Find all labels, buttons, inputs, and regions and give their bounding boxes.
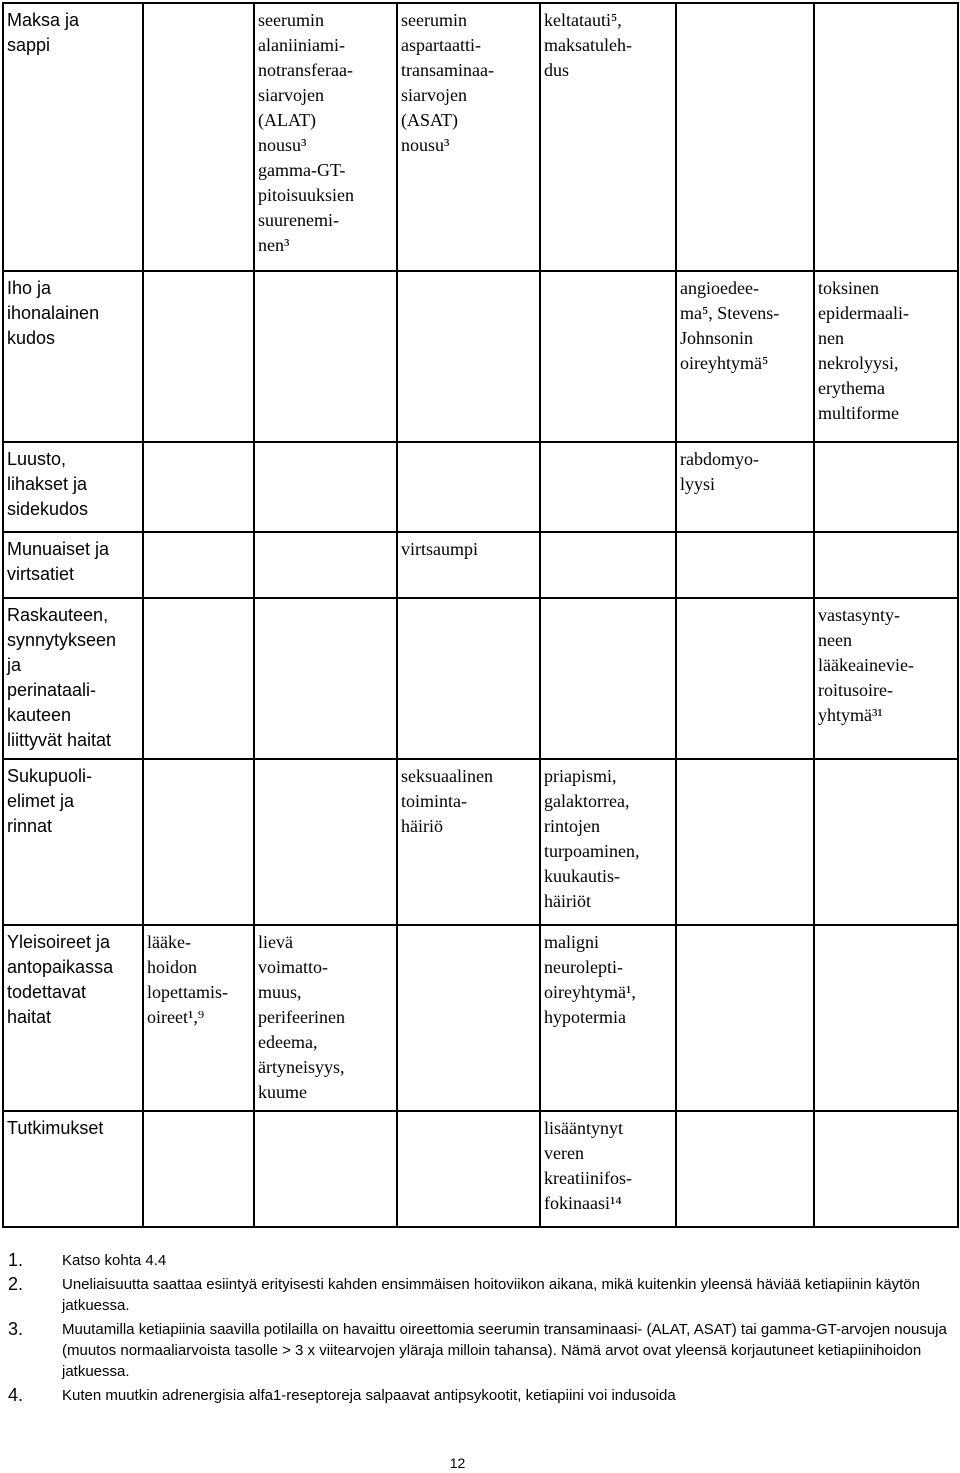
row-header: Yleisoireet ja antopaikassa todettavat haitat bbox=[3, 925, 143, 1111]
footnote bbox=[8, 1385, 948, 1406]
table-cell bbox=[397, 925, 540, 1111]
table-cell: seksuaalinen toiminta- häiriö bbox=[397, 759, 540, 925]
table-row bbox=[3, 442, 958, 532]
footnote-number: 2. bbox=[8, 1274, 24, 1294]
table-cell bbox=[540, 532, 676, 598]
table-cell: rabdomyo- lyysi bbox=[676, 442, 814, 532]
row-header: Luusto, lihakset ja sidekudos bbox=[3, 442, 143, 532]
table-cell bbox=[814, 925, 958, 1111]
footnote-number: 1. bbox=[8, 1250, 24, 1270]
table-cell bbox=[676, 3, 814, 271]
table-row bbox=[3, 759, 958, 925]
table-cell bbox=[676, 759, 814, 925]
table-cell bbox=[254, 598, 397, 759]
row-header: Iho ja ihonalainen kudos bbox=[3, 271, 143, 442]
row-header: Tutkimukset bbox=[3, 1111, 143, 1227]
table-cell: keltatauti⁵, maksatuleh- dus bbox=[540, 3, 676, 271]
table-cell: lisääntynyt veren kreatiinifos- fokinaasi¹⁴ bbox=[540, 1111, 676, 1227]
adverse-reactions-table bbox=[2, 2, 959, 1228]
footnote bbox=[8, 1319, 948, 1382]
table-cell bbox=[814, 1111, 958, 1227]
table-cell bbox=[143, 598, 254, 759]
table-cell bbox=[814, 532, 958, 598]
table-cell: toksinen epidermaali- nen nekrolyysi, erythema multiforme bbox=[814, 271, 958, 442]
footnote-number: 3. bbox=[8, 1319, 24, 1339]
table-cell: lievä voimatto- muus, perifeerinen edeema, ärtyneisyys, kuume bbox=[254, 925, 397, 1111]
table-cell bbox=[397, 1111, 540, 1227]
table-cell: lääke- hoidon lopettamis- oireet¹,⁹ bbox=[143, 925, 254, 1111]
table-cell: seerumin alaniiniami- notransferaa- siarvojen (ALAT) nousu³ gamma-GT- pitoisuuksien suurenemi- nen³ bbox=[254, 3, 397, 271]
table-cell bbox=[397, 442, 540, 532]
table-row bbox=[3, 532, 958, 598]
table-cell bbox=[143, 442, 254, 532]
footnote bbox=[8, 1274, 948, 1316]
table-cell bbox=[814, 442, 958, 532]
table-cell bbox=[143, 532, 254, 598]
table-cell bbox=[254, 759, 397, 925]
row-header: Maksa ja sappi bbox=[3, 3, 143, 271]
footnote-number: 4. bbox=[8, 1385, 24, 1405]
table-row bbox=[3, 3, 958, 271]
table-cell bbox=[254, 442, 397, 532]
table-cell: priapismi, galaktorrea, rintojen turpoaminen, kuukautis- häiriöt bbox=[540, 759, 676, 925]
table-cell bbox=[143, 3, 254, 271]
footnote-text: Kuten muutkin adrenergisia alfa1-reseptoreja salpaavat antipsykootit, ketiapiini voi indusoida bbox=[62, 1387, 676, 1404]
table-cell: angioedee- ma⁵, Stevens- Johnsonin oireyhtymä⁵ bbox=[676, 271, 814, 442]
footnote-text: Uneliaisuutta saattaa esiintyä erityisesti kahden ensimmäisen hoitoviikon aikana, mikä kuitenkin yleensä häviää ketiapiinin käytön jatkuessa. bbox=[62, 1276, 920, 1314]
row-header: Sukupuoli- elimet ja rinnat bbox=[3, 759, 143, 925]
table-cell: vastasynty- neen lääkeainevie- roitusoire- yhtymä³¹ bbox=[814, 598, 958, 759]
table-row bbox=[3, 271, 958, 442]
table-cell bbox=[676, 1111, 814, 1227]
table-cell bbox=[254, 532, 397, 598]
table-cell bbox=[397, 271, 540, 442]
table-cell: seerumin aspartaatti- transaminaa- siarvojen (ASAT) nousu³ bbox=[397, 3, 540, 271]
table-cell bbox=[143, 1111, 254, 1227]
footnotes bbox=[8, 1250, 948, 1406]
table-cell bbox=[814, 759, 958, 925]
page-number: 12 bbox=[449, 1455, 466, 1471]
table-cell bbox=[540, 442, 676, 532]
table-row bbox=[3, 598, 958, 759]
table-cell: maligni neurolepti- oireyhtymä¹, hypotermia bbox=[540, 925, 676, 1111]
row-header: Raskauteen, synnytykseen ja perinataali- kauteen liittyvät haitat bbox=[3, 598, 143, 759]
table-row bbox=[3, 925, 958, 1111]
table-cell: virtsaumpi bbox=[397, 532, 540, 598]
table-cell bbox=[143, 759, 254, 925]
table-cell bbox=[540, 598, 676, 759]
row-header: Munuaiset ja virtsatiet bbox=[3, 532, 143, 598]
table-cell bbox=[254, 1111, 397, 1227]
table-cell bbox=[814, 3, 958, 271]
table-row bbox=[3, 1111, 958, 1227]
table-cell bbox=[143, 271, 254, 442]
footnote-text: Muutamilla ketiapiinia saavilla potilailla on havaittu oireettomia seerumin transaminaasi- (ALAT, ASAT) tai gamma-GT-arvojen nousuja (muutos normaaliarvoista tasolle > 3 x viitearvojen yläraja milloin tahansa). Nämä arvot ovat yleensä korjautuneet ketiapiinihoidon jatkuessa. bbox=[62, 1321, 947, 1380]
footnote bbox=[8, 1250, 948, 1271]
table-cell bbox=[676, 925, 814, 1111]
footnote-text: Katso kohta 4.4 bbox=[62, 1252, 167, 1269]
table-cell bbox=[254, 271, 397, 442]
table-cell bbox=[540, 271, 676, 442]
table-cell bbox=[676, 598, 814, 759]
table-cell bbox=[676, 532, 814, 598]
table-cell bbox=[397, 598, 540, 759]
